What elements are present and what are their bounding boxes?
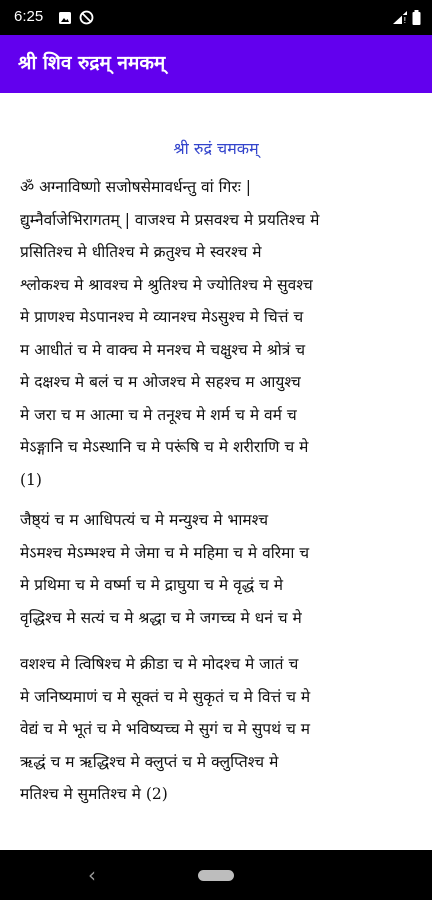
verse-line: (1) bbox=[20, 470, 42, 489]
verse-line: मतिश्च मे सुमतिश्च मे (2) bbox=[20, 785, 168, 803]
verse-line: मे जनिष्यमाणं च मे सूक्तं च मे सुकृतं च मे वित्तं च मे bbox=[20, 687, 311, 706]
svg-text:!: ! bbox=[403, 16, 407, 25]
verse-line: ॐ अग्नाविष्णो सजोषसेमावर्धन्तु वां गिरः | bbox=[20, 178, 251, 196]
verse-line: म आधीतं च मे वाक्च मे मनश्च मे चक्षुश्च मे श्रोत्रं च bbox=[20, 340, 306, 359]
status-bar bbox=[0, 0, 432, 35]
verse-paragraph-2 bbox=[20, 504, 420, 634]
verse-line: प्रसितिश्च मे धीतिश्च मे क्रतुश्च मे स्वरश्च मे bbox=[20, 243, 262, 261]
verse-line: मेऽङ्गानि च मेऽस्थानि च मे परूंषि च मे शरीराणि च मे bbox=[20, 438, 309, 456]
verse-line: जैष्ठ्यं च म आधिपत्यं च मे मन्युश्च मे भामश्च bbox=[20, 511, 269, 529]
no-disturb-icon bbox=[79, 10, 94, 29]
verse-line: वृद्धिश्च मे सत्यं च मे श्रद्धा च मे जगच्च मे धनं च मे bbox=[20, 608, 302, 627]
navigation-bar bbox=[0, 850, 432, 900]
verse-line: वशश्च मे त्विषिश्च मे क्रीडा च मे मोदश्च मे जातं च bbox=[20, 655, 299, 673]
content-area[interactable] bbox=[0, 93, 432, 850]
section-title: श्री रुद्रं चमकम् bbox=[173, 139, 259, 158]
signal-icon bbox=[392, 10, 408, 29]
verse-line: मे जरा च म आत्मा च मे तनूश्च मे शर्म च मे वर्म च bbox=[20, 405, 297, 424]
verse-line: मेऽमश्च मेऽम्भश्च मे जेमा च मे महिमा च मे वरिमा च bbox=[20, 543, 310, 562]
gallery-icon bbox=[58, 10, 72, 29]
verse-line: मे प्राणश्च मेऽपानश्च मे व्यानश्च मेऽसुश्च मे चित्तं च bbox=[20, 308, 304, 326]
app-title: श्री शिव रुद्रम् नमकम् bbox=[18, 52, 166, 74]
battery-icon bbox=[412, 10, 421, 29]
verse-line: मे दक्षश्च मे बलं च म ओजश्च मे सहश्च म आयुश्च bbox=[20, 373, 301, 391]
back-icon[interactable]: ‹ bbox=[88, 863, 96, 887]
verse-line: वेद्यं च मे भूतं च मे भविष्यच्च मे सुगं च मे सुपथं च म bbox=[20, 720, 310, 738]
verse-line: ऋद्धं च म ऋद्धिश्च मे क्लुप्तं च मे क्लुप्तिश्च मे bbox=[20, 752, 279, 771]
verse-line: मे प्रथिमा च मे वर्ष्मा च मे द्राघुया च मे वृद्धं च मे bbox=[20, 576, 284, 594]
verse-line: द्युम्नैर्वाजेभिरागतम् | वाजश्च मे प्रसवश्च मे प्रयतिश्च मे bbox=[20, 210, 320, 229]
status-time: 6:25 bbox=[14, 8, 44, 25]
home-pill-icon[interactable] bbox=[198, 870, 234, 881]
verse-paragraph-3 bbox=[20, 648, 420, 811]
verse-line: श्लोकश्च मे श्रावश्च मे श्रुतिश्च मे ज्योतिश्च मे सुवश्च bbox=[20, 275, 313, 294]
app-bar bbox=[0, 35, 432, 93]
verse-paragraph-1 bbox=[20, 171, 420, 496]
